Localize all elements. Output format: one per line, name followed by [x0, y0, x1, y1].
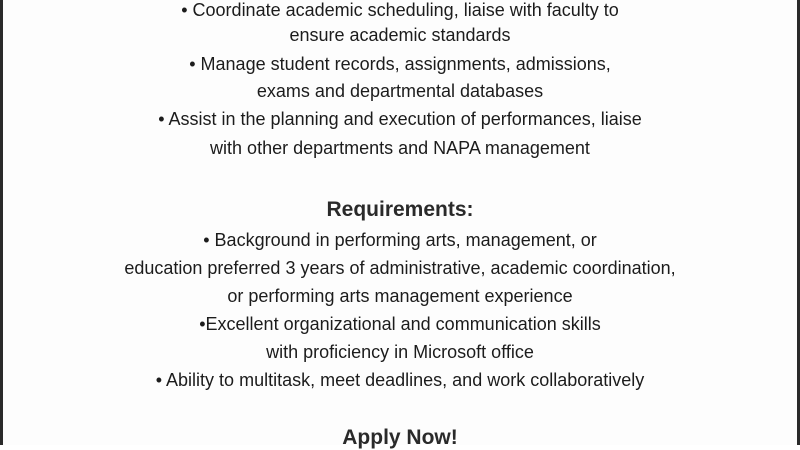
duty-line: ensure academic standards — [289, 25, 511, 45]
requirement-line: or performing arts management experience — [227, 286, 573, 306]
requirement-line: •Excellent organizational and communication skills — [199, 314, 601, 334]
requirement-line: education preferred 3 years of administrative, academic coordination, — [124, 258, 676, 278]
duty-line: • Coordinate academic scheduling, liaise with faculty to — [181, 0, 619, 20]
duty-line: exams and departmental databases — [256, 81, 544, 101]
apply-now-heading: Apply Now! — [342, 426, 458, 449]
duty-line: • Manage student records, assignments, admissions, — [189, 54, 611, 74]
duty-line: with other departments and NAPA management — [210, 138, 590, 158]
requirement-line: • Background in performing arts, management, or — [203, 230, 597, 250]
requirements-heading: Requirements: — [326, 198, 474, 221]
requirement-line: • Ability to multitask, meet deadlines, and work collaboratively — [155, 370, 645, 390]
requirement-line: with proficiency in Microsoft office — [266, 342, 534, 362]
duty-line: • Assist in the planning and execution of performances, liaise — [158, 109, 642, 129]
